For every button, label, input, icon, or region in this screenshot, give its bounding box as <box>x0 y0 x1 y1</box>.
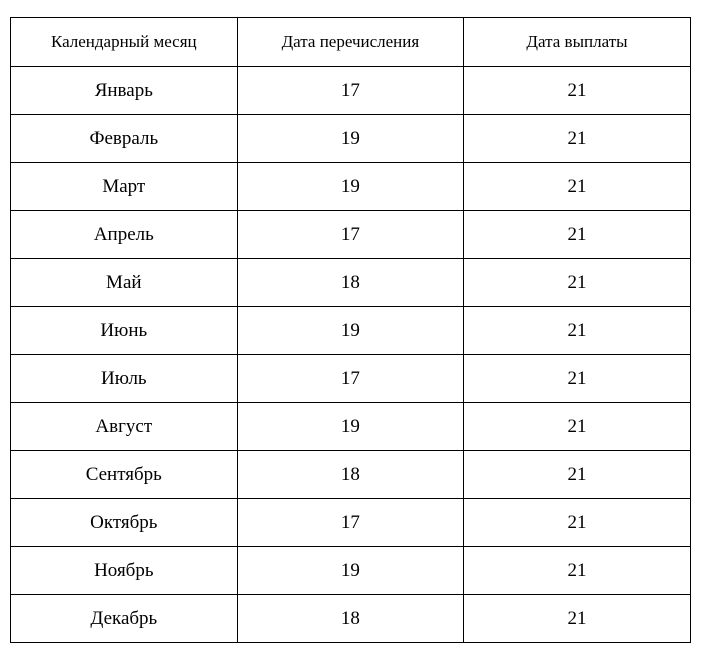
payment-date-cell: 21 <box>464 403 691 451</box>
payment-date-cell: 21 <box>464 499 691 547</box>
table-row <box>11 547 691 595</box>
month-cell: Январь <box>11 67 238 115</box>
month-cell: Июль <box>11 355 238 403</box>
transfer-date-cell: 17 <box>237 67 464 115</box>
payment-date-cell: 21 <box>464 211 691 259</box>
month-cell: Декабрь <box>11 595 238 643</box>
transfer-date-cell: 19 <box>237 547 464 595</box>
table-row <box>11 307 691 355</box>
month-cell: Октябрь <box>11 499 238 547</box>
transfer-date-cell: 18 <box>237 259 464 307</box>
transfer-date-cell: 18 <box>237 595 464 643</box>
payment-date-cell: 21 <box>464 451 691 499</box>
payment-date-cell: 21 <box>464 163 691 211</box>
header-payment-date: Дата выплаты <box>464 18 691 67</box>
month-cell: Март <box>11 163 238 211</box>
table-header <box>11 18 691 67</box>
transfer-date-cell: 19 <box>237 163 464 211</box>
table-row <box>11 163 691 211</box>
payment-date-cell: 21 <box>464 115 691 163</box>
transfer-date-cell: 19 <box>237 307 464 355</box>
payment-date-cell: 21 <box>464 355 691 403</box>
month-cell: Апрель <box>11 211 238 259</box>
table-row <box>11 451 691 499</box>
table-row <box>11 403 691 451</box>
month-cell: Май <box>11 259 238 307</box>
payment-schedule-table <box>10 17 691 643</box>
transfer-date-cell: 19 <box>237 115 464 163</box>
transfer-date-cell: 17 <box>237 355 464 403</box>
table-row <box>11 259 691 307</box>
payment-date-cell: 21 <box>464 259 691 307</box>
month-cell: Февраль <box>11 115 238 163</box>
month-cell: Август <box>11 403 238 451</box>
month-cell: Ноябрь <box>11 547 238 595</box>
table-row <box>11 499 691 547</box>
payment-date-cell: 21 <box>464 595 691 643</box>
month-cell: Июнь <box>11 307 238 355</box>
payment-date-cell: 21 <box>464 307 691 355</box>
payment-date-cell: 21 <box>464 547 691 595</box>
table-row <box>11 595 691 643</box>
table-row <box>11 115 691 163</box>
header-month: Календарный месяц <box>11 18 238 67</box>
month-cell: Сентябрь <box>11 451 238 499</box>
payment-date-cell: 21 <box>464 67 691 115</box>
table-body <box>11 67 691 643</box>
table-row <box>11 67 691 115</box>
table-row <box>11 355 691 403</box>
transfer-date-cell: 18 <box>237 451 464 499</box>
transfer-date-cell: 17 <box>237 211 464 259</box>
header-row <box>11 18 691 67</box>
transfer-date-cell: 17 <box>237 499 464 547</box>
payment-schedule-table-container <box>10 17 690 643</box>
table-row <box>11 211 691 259</box>
transfer-date-cell: 19 <box>237 403 464 451</box>
header-transfer-date: Дата перечисления <box>237 18 464 67</box>
